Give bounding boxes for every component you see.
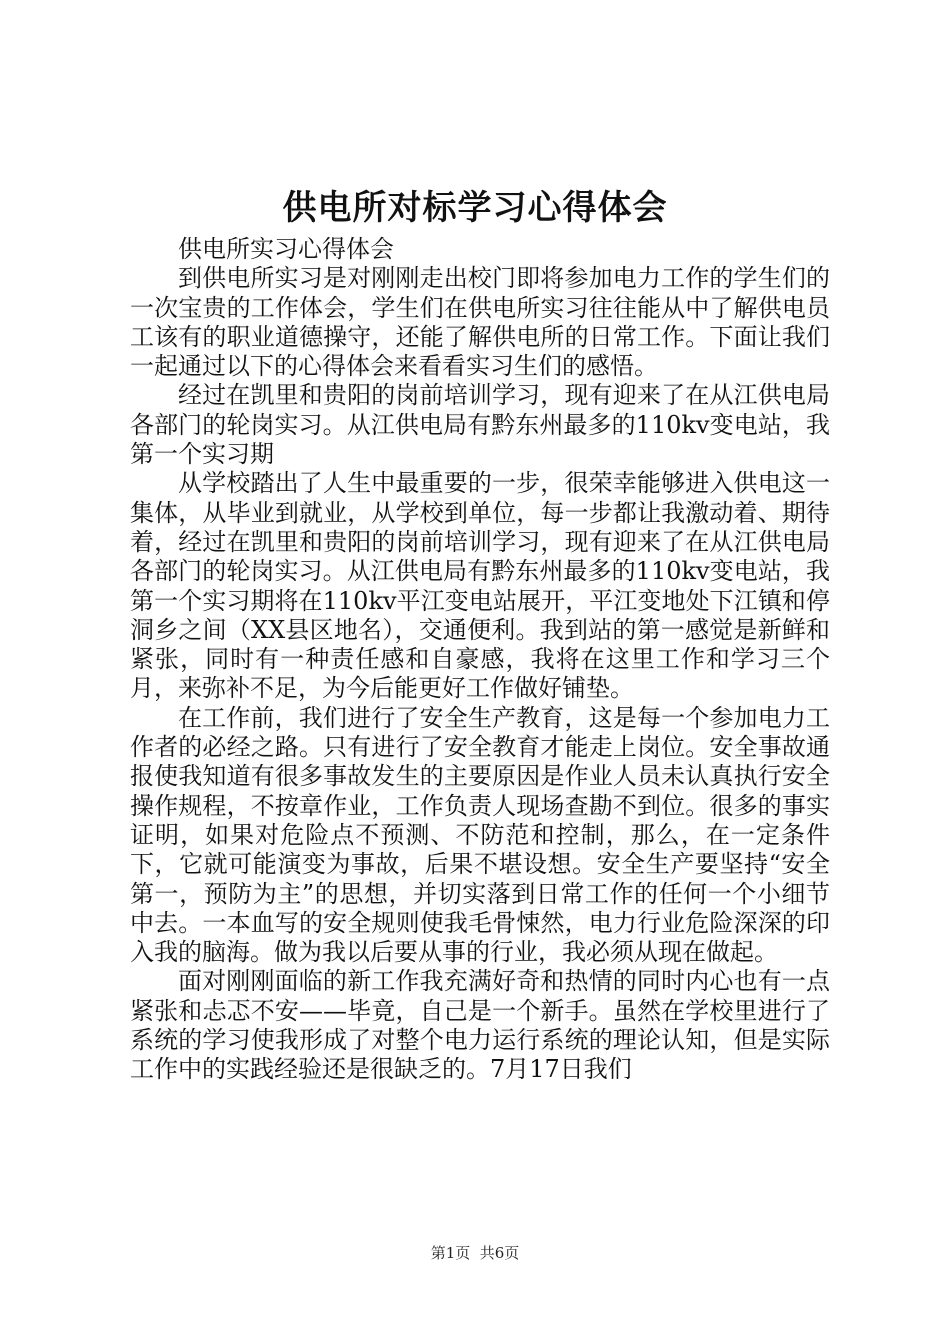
paragraph-new-work: 面对刚刚面临的新工作我充满好奇和热情的同时内心也有一点紧张和忐忑不安——毕竟，自己是一个新手。虽然在学校里进行了系统的学习使我形成了对整个电力运行系统的理论认知，但是实际工作中的实践经验还是很缺乏的。7月17日我们 — [130, 967, 830, 1084]
paragraph-subtitle: 供电所实习心得体会 — [178, 235, 394, 263]
document-body — [130, 235, 830, 1085]
page-number: 第1页 共6页 — [430, 1244, 520, 1262]
page-footer — [0, 1242, 950, 1264]
paragraph-training: 经过在凯里和贵阳的岗前培训学习，现有迎来了在从江供电局各部门的轮岗实习。从江供电局有黔东州最多的110kv变电站，我第一个实习期 — [130, 381, 830, 469]
document-title: 供电所对标学习心得体会 — [282, 188, 668, 228]
paragraph-first-internship: 从学校踏出了人生中最重要的一步，很荣幸能够进入供电这一集体，从毕业到就业，从学校到单位，每一步都让我激动着、期待着，经过在凯里和贵阳的岗前培训学习，现有迎来了在从江供电局各部门的轮岗实习。从江供电局有黔东州最多的110kv变电站，我第一个实习期将在110kv平江变电站展开，平江变地处下江镇和停洞乡之间（XX县区地名），交通便利。我到站的第一感觉是新鲜和紧张，同时有一种责任感和自豪感，我将在这里工作和学习三个月，来弥补不足，为今后能更好工作做好铺垫。 — [130, 469, 830, 703]
paragraph-safety-education: 在工作前，我们进行了安全生产教育，这是每一个参加电力工作者的必经之路。只有进行了安全教育才能走上岗位。安全事故通报使我知道有很多事故发生的主要原因是作业人员未认真执行安全操作规程，不按章作业，工作负责人现场查勘不到位。很多的事实证明，如果对危险点不预测、不防范和控制，那么，在一定条件下，它就可能演变为事故，后果不堪设想。安全生产要坚持“安全第一，预防为主”的思想，并切实落到日常工作的任何一个小细节中去。一本血写的安全规则使我毛骨悚然，电力行业危险深深的印入我的脑海。做为我以后要从事的行业，我必须从现在做起。 — [130, 703, 830, 967]
paragraph-intro: 到供电所实习是对刚刚走出校门即将参加电力工作的学生们的一次宝贵的工作体会，学生们在供电所实习往往能从中了解供电员工该有的职业道德操守，还能了解供电所的日常工作。下面让我们一起通过以下的心得体会来看看实习生们的感悟。 — [130, 264, 830, 381]
